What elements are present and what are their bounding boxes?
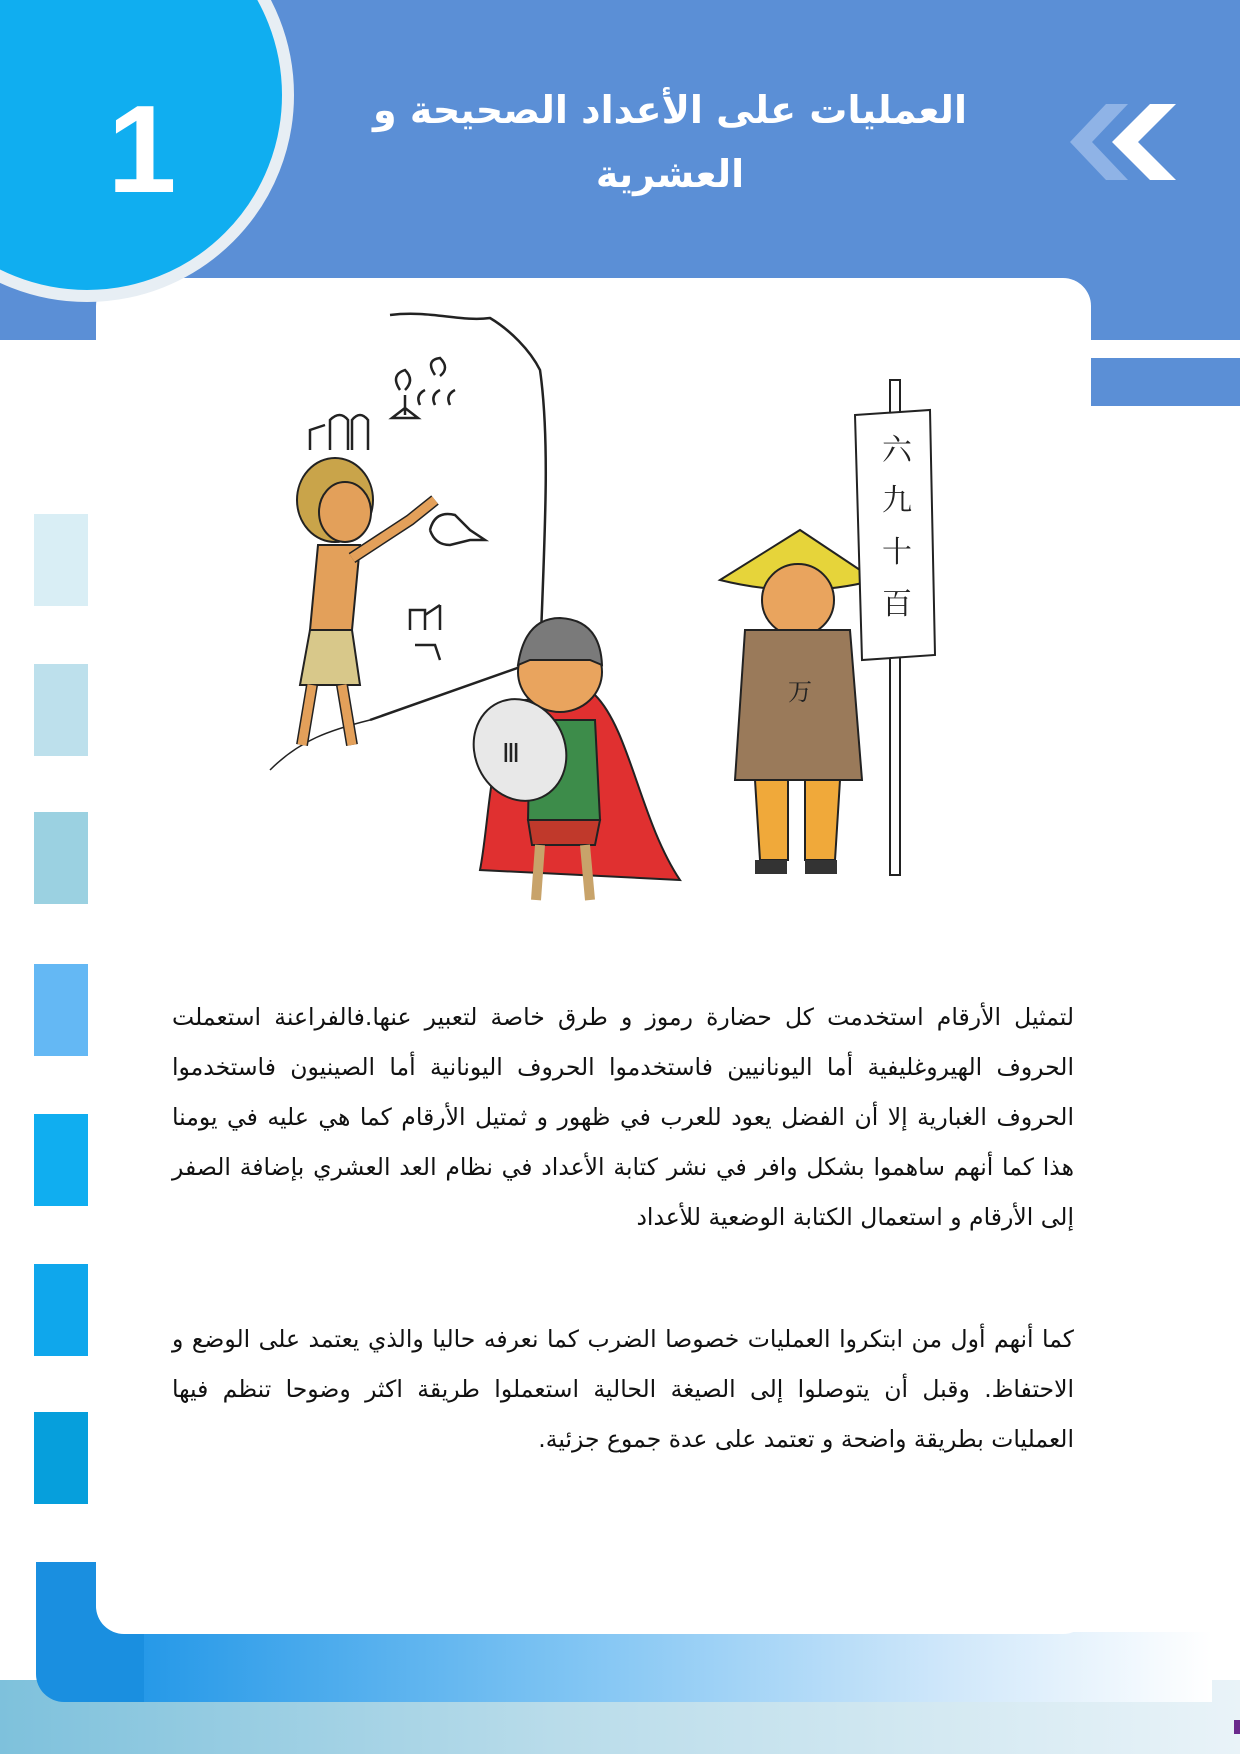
deco-square-6 bbox=[34, 1264, 88, 1356]
deco-square-1 bbox=[34, 514, 88, 606]
deco-square-7 bbox=[34, 1412, 88, 1504]
header-stripe bbox=[1090, 358, 1240, 406]
chapter-title bbox=[320, 78, 1020, 206]
scroll-char-1: 六 bbox=[882, 433, 912, 468]
chinese-figure bbox=[720, 530, 875, 874]
illustration bbox=[240, 300, 1060, 960]
chapter-title-line-1: العمليات على الأعداد الصحيحة و bbox=[373, 88, 967, 132]
chapter-title-line-2: العشرية bbox=[595, 152, 745, 196]
chapter-number: 1 bbox=[107, 81, 177, 219]
scroll-char-4: 百 bbox=[882, 587, 912, 622]
paragraph-2: كما أنهم أول من ابتكروا العمليات خصوصا الضرب كما نعرفه حاليا والذي يعتمد على الوضع و الاحتفاظ. وقبل أن يتوصلوا إلى الصيغة الحالية استعملوا طريقة اكثر وضوحا تنظم فيها العمليات بطريقة واضحة و تعتمد على عدة جموع جزئية. bbox=[172, 1325, 1074, 1453]
tablet-text: Ⅲ bbox=[502, 739, 520, 769]
scroll-char-2: 九 bbox=[882, 483, 912, 518]
robe-text: 万 bbox=[788, 678, 812, 706]
double-chevron-left-icon bbox=[1066, 104, 1196, 180]
scroll-char-3: 十 bbox=[882, 535, 912, 570]
roman-figure bbox=[457, 618, 680, 900]
egyptian-figure bbox=[297, 458, 435, 745]
corner-mark bbox=[1234, 1720, 1240, 1734]
deco-square-3 bbox=[34, 812, 88, 904]
deco-square-5 bbox=[34, 1114, 88, 1206]
deco-square-2 bbox=[34, 664, 88, 756]
paragraph-1: لتمثيل الأرقام استخدمت كل حضارة رموز و طرق خاصة لتعبير عنها.فالفراعنة استعملت الحروف الهيروغليفية أما اليونانيين فاستخدموا الحروف اليونانية أما الصينيون فاستخدموا الحروف الغبارية إلا أن الفضل يعود للعرب في ظهور و ثمتيل الأرقام كما هي عليه في يومنا هذا كما أنهم ساهموا بشكل وافر في نشر كتابة الأعداد في نظام العد العشري بإضافة الصفر إلى الأرقام و استعمال الكتابة الوضعية للأعداد bbox=[172, 1003, 1074, 1231]
scroll-sign bbox=[855, 380, 935, 875]
bottom-bar-gradient bbox=[144, 1632, 1212, 1702]
deco-square-4 bbox=[34, 964, 88, 1056]
